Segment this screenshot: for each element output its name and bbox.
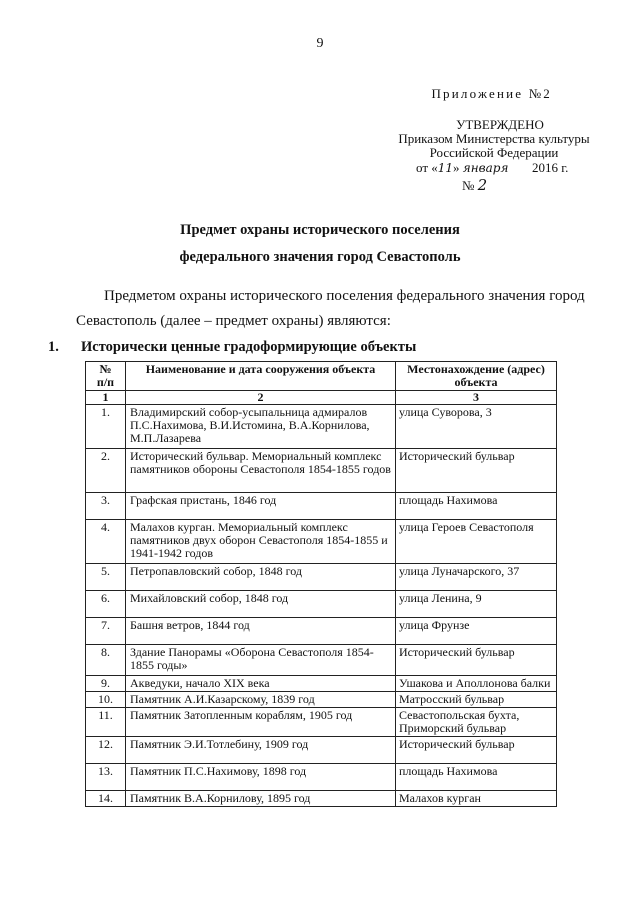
section-title: Исторически ценные градоформирующие объекты [81,339,417,355]
approval-date-prefix: от « [416,160,438,175]
table-row [86,791,557,807]
approval-date-day: 11 [437,161,454,175]
column-number-3: 3 [396,391,557,405]
row-location-cell: Ушакова и Аполлонова балки [396,676,557,692]
row-name-cell: Памятник В.А.Корнилову, 1895 год [126,791,396,807]
row-location-cell: улица Героев Севастополя [396,520,557,564]
row-location-cell: Севастопольская бухта, Приморский бульвар [396,708,557,737]
row-number-cell: 6. [86,591,126,618]
row-number-cell: 10. [86,692,126,708]
row-name-cell: Памятник Э.И.Тотлебину, 1909 год [126,737,396,764]
approval-heading: УТВЕРЖДЕНО [456,117,544,132]
table-row [86,645,557,676]
row-number-cell: 2. [86,449,126,493]
objects-table [85,361,557,807]
table-row [86,737,557,764]
table-row [86,764,557,791]
header-name: Наименование и дата сооружения объекта [126,362,396,391]
row-name-cell: Исторический бульвар. Мемориальный комплекс памятников обороны Севастополя 1854-1855 годов [126,449,396,493]
row-name-cell: Памятник Затопленным кораблям, 1905 год [126,708,396,737]
table-row [86,564,557,591]
row-number-cell: 12. [86,737,126,764]
row-location-cell: Исторический бульвар [396,737,557,764]
row-name-cell: Петропавловский собор, 1848 год [126,564,396,591]
row-location-cell: улица Суворова, 3 [396,405,557,449]
row-number-cell: 5. [86,564,126,591]
row-location-cell: улица Луначарского, 37 [396,564,557,591]
row-number-cell: 1. [86,405,126,449]
document-title-line1: Предмет охраны исторического поселения [180,222,460,238]
section-heading [48,339,416,356]
row-number-cell: 8. [86,645,126,676]
approval-date [416,160,586,176]
row-location-cell: площадь Нахимова [396,493,557,520]
table-row [86,692,557,708]
row-location-cell: Исторический бульвар [396,449,557,493]
table-header-row [86,362,557,391]
row-location-cell: улица Ленина, 9 [396,591,557,618]
row-location-cell: Исторический бульвар [396,645,557,676]
row-number-cell: 9. [86,676,126,692]
table-row [86,676,557,692]
header-number-line1: № [99,362,112,376]
row-name-cell: Башня ветров, 1844 год [126,618,396,645]
row-number-cell: 4. [86,520,126,564]
row-name-cell: Графская пристань, 1846 год [126,493,396,520]
table-row [86,520,557,564]
row-location-cell: улица Фрунзе [396,618,557,645]
table-row [86,618,557,645]
intro-paragraph-line2: Севастополь (далее – предмет охраны) являются: [76,313,391,329]
approval-number-prefix: № [462,178,475,193]
row-name-cell: Владимирский собор-усыпальница адмиралов П.С.Нахимова, В.И.Истомина, В.А.Корнилова, М.П.Лазарева [126,405,396,449]
section-number: 1. [48,339,59,355]
row-name-cell: Памятник А.И.Казарскому, 1839 год [126,692,396,708]
approval-date-year: 2016 г. [532,160,569,175]
document-title-line2: федерального значения город Севастополь [179,249,461,265]
row-number-cell: 13. [86,764,126,791]
table-row [86,449,557,493]
header-location: Местонахождение (адрес) объекта [396,362,557,391]
row-number-cell: 11. [86,708,126,737]
approval-number-value: 2 [477,176,488,194]
intro-paragraph-line1: Предметом охраны исторического поселения федерального значения город [104,288,585,304]
table-row [86,405,557,449]
row-location-cell: Матросский бульвар [396,692,557,708]
row-number-cell: 3. [86,493,126,520]
row-name-cell: Малахов курган. Мемориальный комплекс памятников двух оборон Севастополя 1854-1855 и 1941-1942 годов [126,520,396,564]
table-column-numbers-row [86,391,557,405]
row-name-cell: Михайловский собор, 1848 год [126,591,396,618]
row-location-cell: Малахов курган [396,791,557,807]
approval-date-month: января [462,161,509,175]
row-name-cell: Памятник П.С.Нахимову, 1898 год [126,764,396,791]
table-row [86,708,557,737]
row-name-cell: Акведуки, начало XIX века [126,676,396,692]
approval-authority-line2: Российской Федерации [429,145,559,160]
table-row [86,493,557,520]
approval-number [462,176,487,194]
column-number-2: 2 [126,391,396,405]
header-number-line2: п/п [96,375,115,389]
approval-authority-line1: Приказом Министерства культуры [398,131,590,146]
row-number-cell: 7. [86,618,126,645]
header-number [86,362,126,391]
approval-date-mid: » [453,160,460,175]
column-number-1: 1 [86,391,126,405]
row-name-cell: Здание Панорамы «Оборона Севастополя 1854-1855 годы» [126,645,396,676]
appendix-label: Приложение №2 [431,86,552,101]
row-number-cell: 14. [86,791,126,807]
page-number: 9 [316,36,324,51]
row-location-cell: площадь Нахимова [396,764,557,791]
table-row [86,591,557,618]
